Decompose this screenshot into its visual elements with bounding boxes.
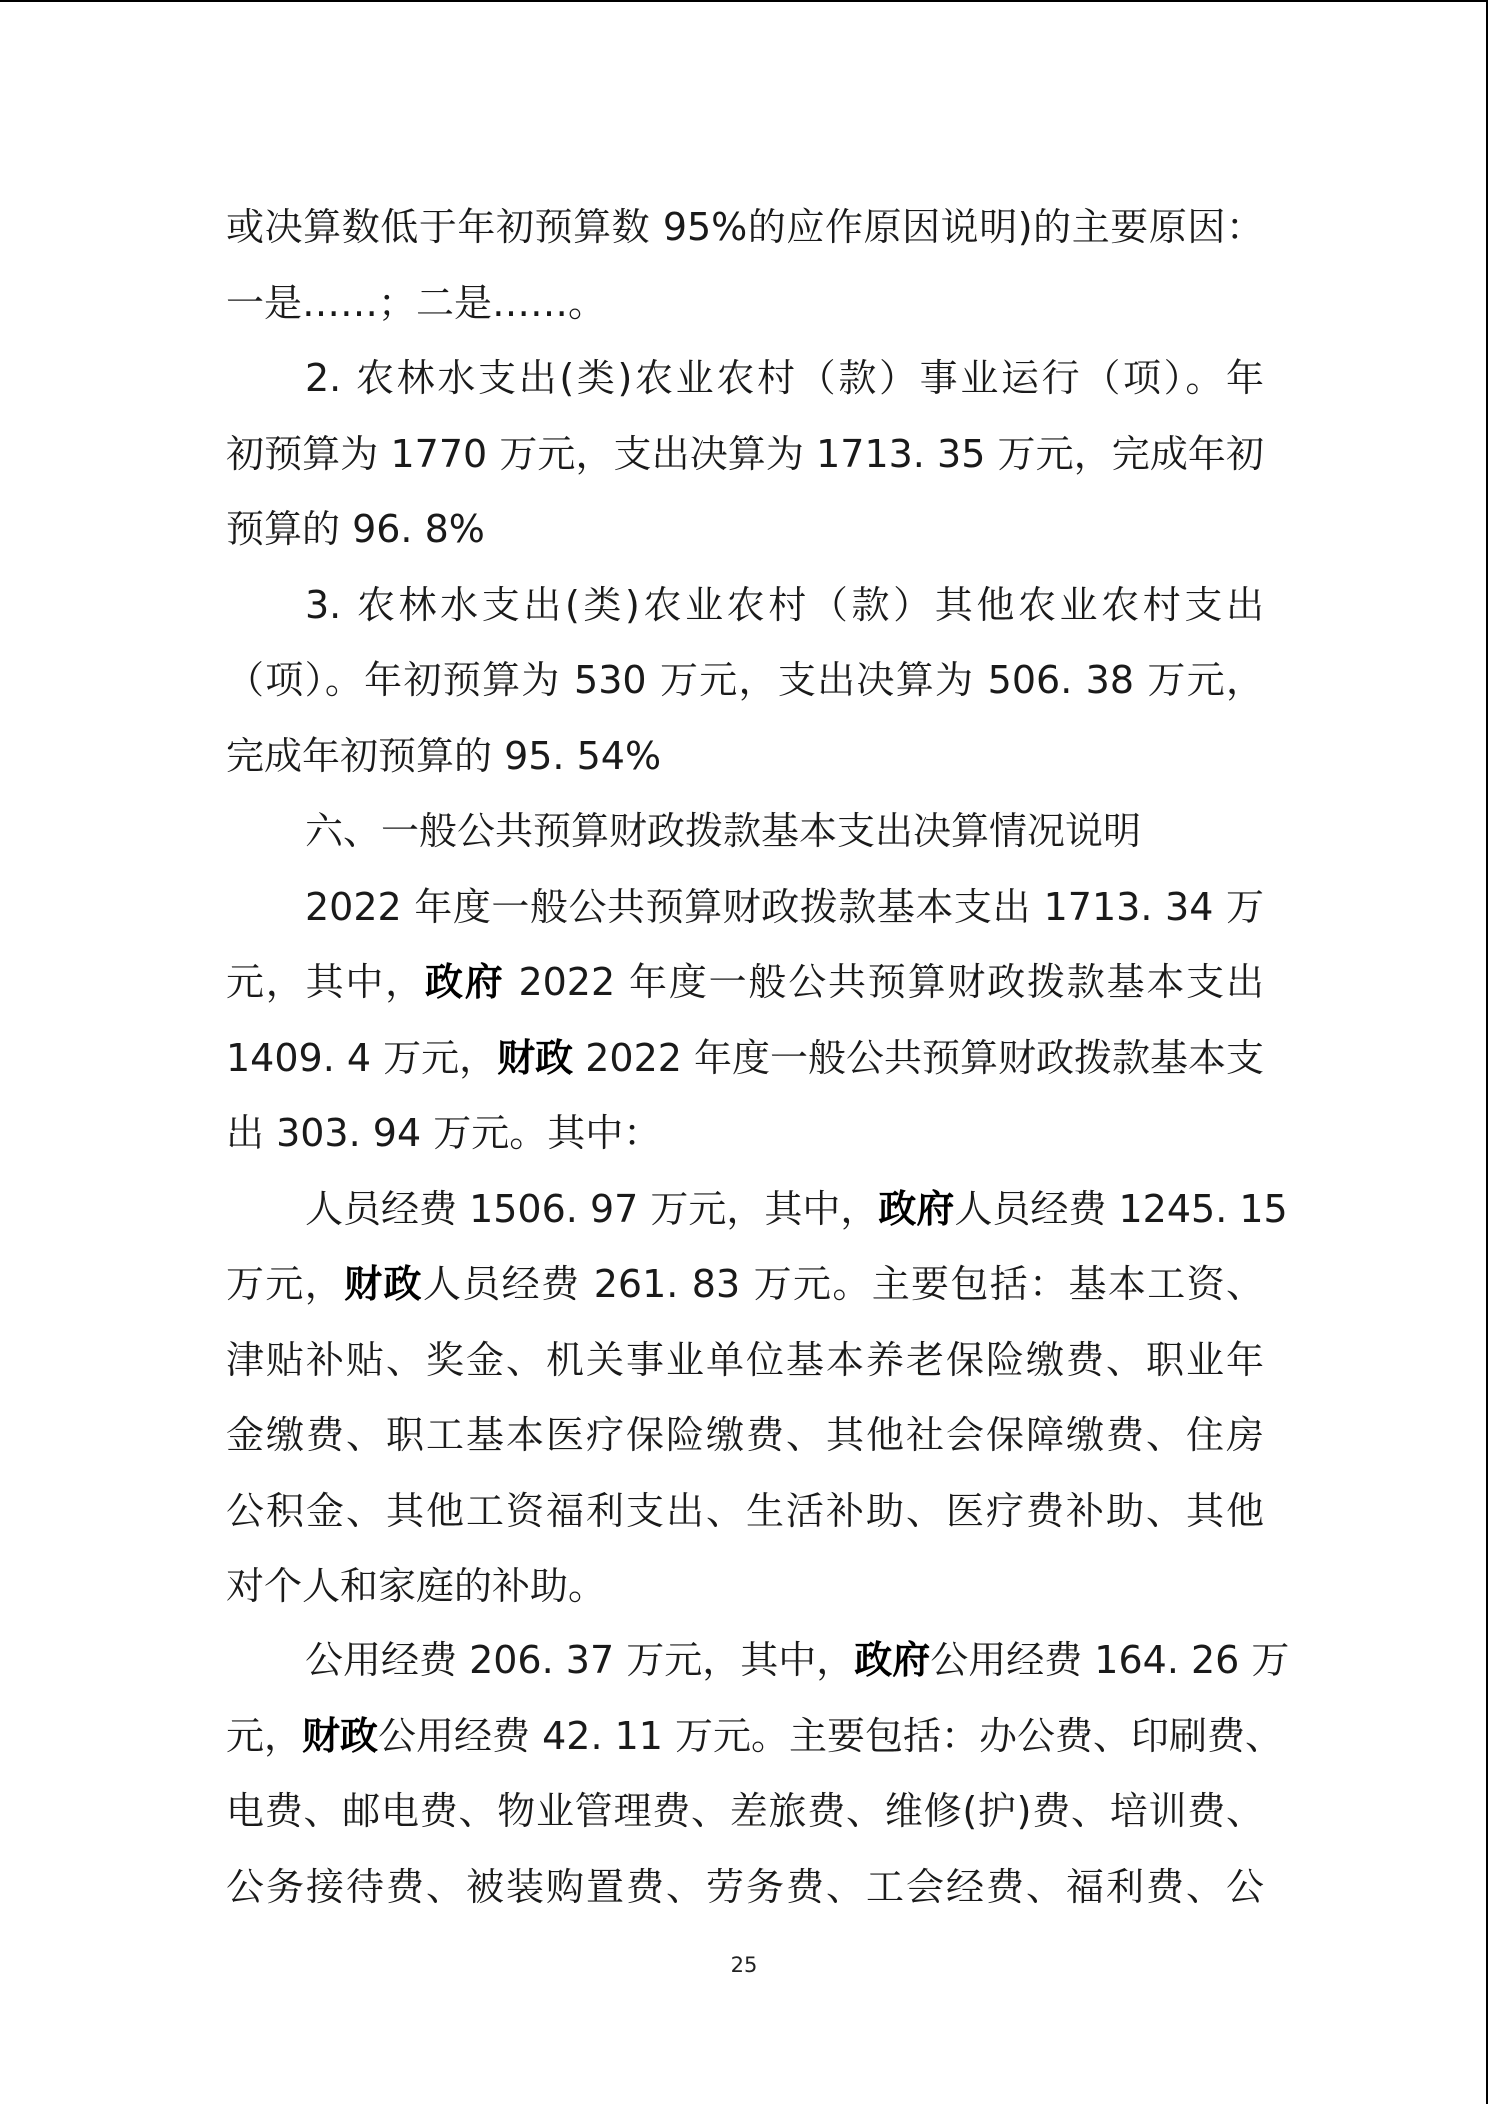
text-line — [226, 1026, 1264, 1102]
text-segment: 电费、邮电费、物业管理费、差旅费、维修(护)费、培训费、 — [226, 1789, 1264, 1833]
emphasis-text: 政府 — [878, 1186, 955, 1231]
text-segment: 万元， — [226, 1262, 345, 1306]
text-line — [226, 195, 1264, 271]
text-line — [226, 950, 1264, 1026]
text-segment: 公积金、其他工资福利支出、生活补助、医疗费补助、其他 — [226, 1488, 1264, 1533]
text-segment: 或决算数低于年初预算数 95%的应作原因说明)的主要原因： — [226, 205, 1264, 249]
emphasis-text: 政府 — [424, 960, 505, 1004]
text-segment: 公务接待费、被装购置费、劳务费、工会经费、福利费、公 — [226, 1864, 1264, 1909]
text-segment: 津贴补贴、奖金、机关事业单位基本养老保险缴费、职业年 — [226, 1337, 1264, 1382]
text-line — [226, 1855, 1264, 1931]
text-line — [226, 1628, 1290, 1704]
text-segment: 出 303. 94 万元。其中： — [226, 1111, 662, 1155]
text-line — [226, 724, 1264, 800]
text-segment: 金缴费、职工基本医疗保险缴费、其他社会保障缴费、住房 — [226, 1413, 1264, 1457]
page-number: 25 — [730, 1953, 758, 1977]
text-segment: 公用经费 206. 37 万元，其中， — [305, 1638, 855, 1682]
text-line — [226, 1403, 1264, 1479]
text-line — [226, 648, 1264, 724]
text-line — [226, 1177, 1288, 1253]
section-heading — [226, 799, 1264, 875]
text-line — [226, 1704, 1284, 1780]
text-segment: 一是……；二是……。 — [226, 280, 607, 325]
text-segment: 公用经费 42. 11 万元。主要包括：办公费、印刷费、 — [378, 1713, 1284, 1758]
text-line — [226, 1101, 1264, 1177]
text-segment: 2022 年度一般公共预算财政拨款基本支出 — [504, 960, 1264, 1004]
text-segment: （项）。年初预算为 530 万元，支出决算为 506. 38 万元， — [226, 658, 1264, 702]
text-segment: 人员经费 1245. 15 — [954, 1186, 1288, 1231]
text-line — [226, 271, 1264, 347]
emphasis-text: 财政 — [497, 1035, 574, 1080]
text-segment: 元，其中， — [226, 960, 425, 1004]
text-line — [226, 1479, 1264, 1555]
text-line — [226, 1779, 1264, 1855]
emphasis-text: 财政 — [344, 1262, 423, 1306]
text-line — [226, 422, 1264, 498]
text-segment: 2022 年度一般公共预算财政拨款基本支出 1713. 34 万 — [305, 884, 1264, 929]
text-segment: 3. 农林水支出(类)农业农村（款）其他农业农村支出 — [305, 582, 1264, 627]
text-line — [226, 1328, 1264, 1404]
text-segment: 初预算为 1770 万元，支出决算为 1713. 35 万元，完成年初 — [226, 431, 1264, 476]
text-segment: 2. 农林水支出(类)农业农村（款）事业运行（项）。年 — [305, 356, 1264, 400]
text-segment: 完成年初预算的 95. 54% — [226, 733, 662, 778]
text-segment: 元， — [226, 1713, 303, 1758]
text-line — [226, 346, 1264, 422]
text-line — [226, 875, 1264, 951]
text-line — [226, 1252, 1264, 1328]
emphasis-text: 财政 — [302, 1713, 379, 1758]
text-segment: 1409. 4 万元， — [226, 1035, 498, 1080]
text-segment: 对个人和家庭的补助。 — [226, 1564, 607, 1608]
document-body — [226, 195, 1290, 1930]
text-line — [226, 573, 1264, 649]
emphasis-text: 政府 — [854, 1638, 931, 1682]
text-segment: 预算的 96. 8% — [226, 507, 485, 551]
text-segment: 人员经费 1506. 97 万元，其中， — [305, 1186, 879, 1231]
text-line — [226, 497, 1264, 573]
text-segment: 人员经费 261. 83 万元。主要包括：基本工资、 — [422, 1262, 1264, 1306]
text-segment: 2022 年度一般公共预算财政拨款基本支 — [573, 1035, 1265, 1080]
text-line — [226, 1554, 1264, 1628]
text-segment: 六、一般公共预算财政拨款基本支出决算情况说明 — [305, 809, 1142, 853]
text-segment: 公用经费 164. 26 万 — [930, 1638, 1290, 1682]
